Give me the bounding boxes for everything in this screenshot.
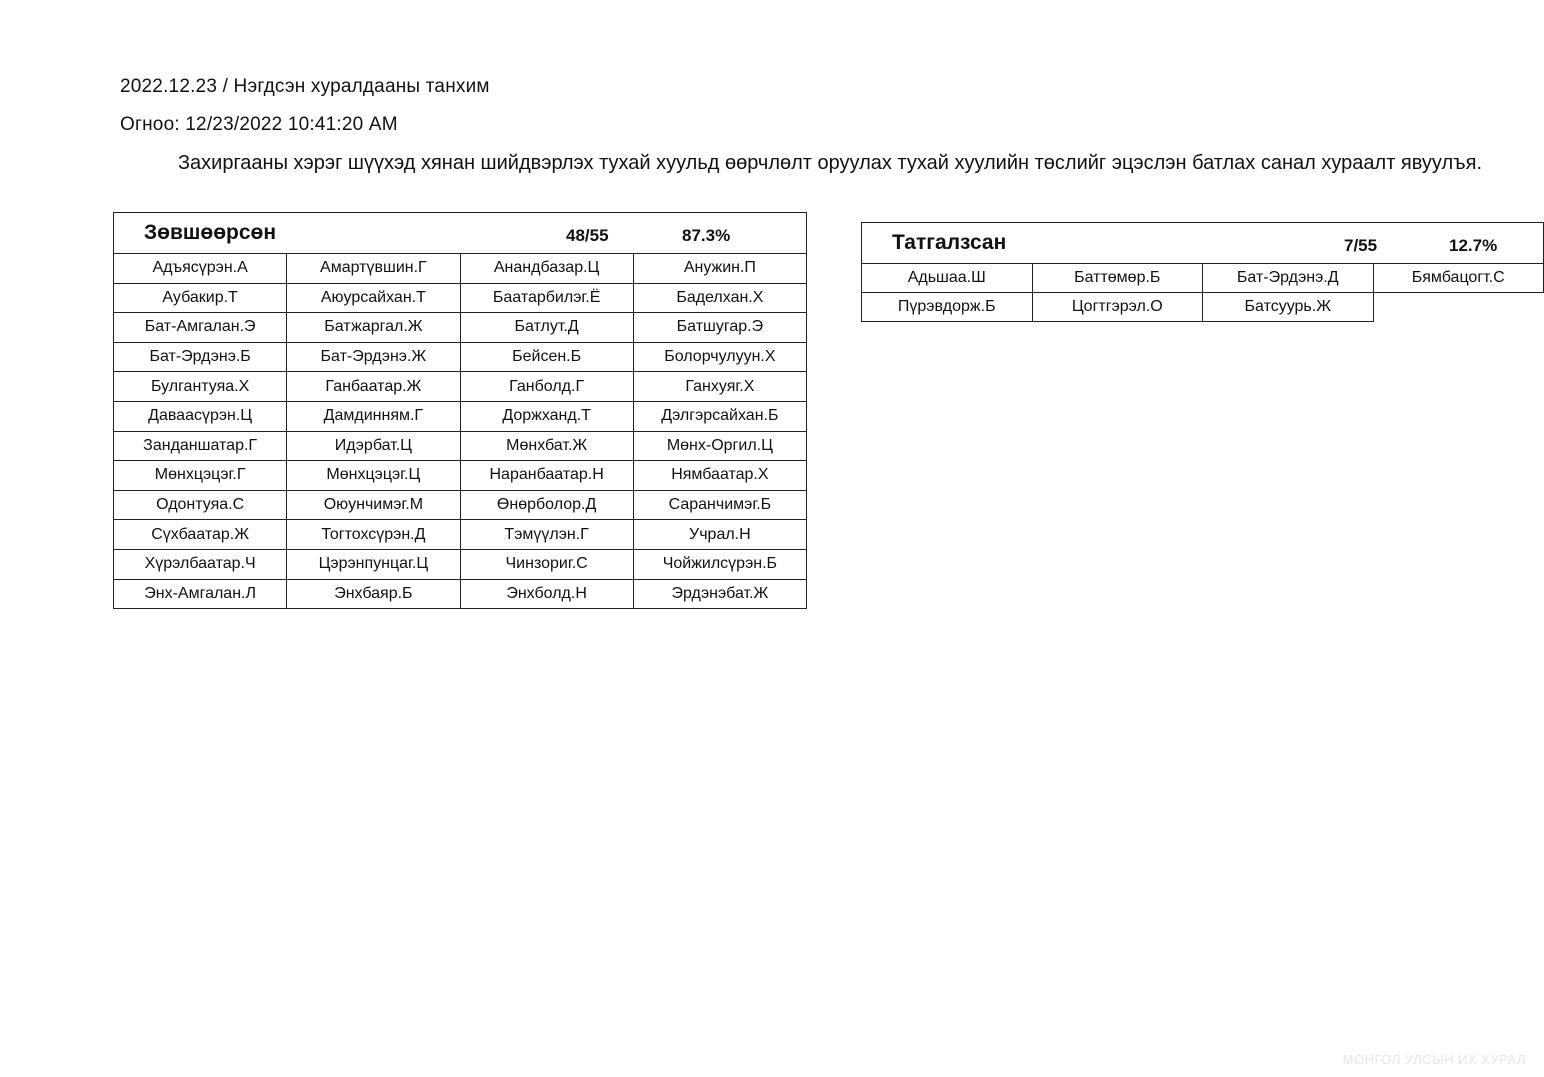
rejected-header xyxy=(862,223,1544,264)
member-name: Учрал.Н xyxy=(633,520,806,550)
table-row xyxy=(114,520,807,550)
member-name: Оюунчимэг.М xyxy=(287,490,460,520)
member-name: Батлут.Д xyxy=(460,313,633,343)
member-name: Ганхуяг.Х xyxy=(633,372,806,402)
approved-header xyxy=(114,213,807,254)
member-name: Аубакир.Т xyxy=(114,283,287,313)
rejected-percent: 12.7% xyxy=(1449,236,1498,255)
member-name: Аюурсайхан.Т xyxy=(287,283,460,313)
member-name: Баатарбилэг.Ё xyxy=(460,283,633,313)
member-name: Ганбаатар.Ж xyxy=(287,372,460,402)
member-name: Чойжилсүрэн.Б xyxy=(633,549,806,579)
table-row xyxy=(862,264,1544,293)
member-name: Батшугар.Э xyxy=(633,313,806,343)
member-name: Хүрэлбаатар.Ч xyxy=(114,549,287,579)
member-name: Анужин.П xyxy=(633,254,806,284)
member-name: Нямбаатар.Х xyxy=(633,461,806,491)
member-name: Занданшатар.Г xyxy=(114,431,287,461)
member-name: Доржханд.Т xyxy=(460,401,633,431)
table-row xyxy=(114,372,807,402)
member-name: Болорчулуун.Х xyxy=(633,342,806,372)
member-name: Дамдинням.Г xyxy=(287,401,460,431)
member-name: Бейсен.Б xyxy=(460,342,633,372)
table-row xyxy=(114,313,807,343)
member-name: Цэрэнпунцаг.Ц xyxy=(287,549,460,579)
rejected-count: 7/55 xyxy=(1344,236,1378,255)
rejected-table xyxy=(861,222,1544,322)
rejected-title: Татгалзсан xyxy=(892,231,1007,254)
member-name: Чинзориг.С xyxy=(460,549,633,579)
member-name: Баделхан.Х xyxy=(633,283,806,313)
member-name: Ганболд.Г xyxy=(460,372,633,402)
table-row xyxy=(114,283,807,313)
member-name: Бат-Эрдэнэ.Б xyxy=(114,342,287,372)
member-name: Энхбаяр.Б xyxy=(287,579,460,609)
member-name: Өнөрболор.Д xyxy=(460,490,633,520)
member-name: Тэмүүлэн.Г xyxy=(460,520,633,550)
member-name: Баттөмөр.Б xyxy=(1032,264,1203,293)
member-name: Бямбацогт.С xyxy=(1373,264,1544,293)
member-name: Идэрбат.Ц xyxy=(287,431,460,461)
member-name: Энх-Амгалан.Л xyxy=(114,579,287,609)
member-name: Даваасүрэн.Ц xyxy=(114,401,287,431)
approved-percent: 87.3% xyxy=(682,226,731,245)
table-row xyxy=(114,549,807,579)
vote-date: Огноо: 12/23/2022 10:41:20 AM xyxy=(120,114,398,135)
session-title: 2022.12.23 / Нэгдсэн хуралдааны танхим xyxy=(120,76,490,97)
empty-cell xyxy=(1373,293,1544,322)
approved-table xyxy=(113,212,807,609)
member-name: Сүхбаатар.Ж xyxy=(114,520,287,550)
table-row xyxy=(114,401,807,431)
member-name: Батжаргал.Ж xyxy=(287,313,460,343)
table-row xyxy=(114,490,807,520)
table-row xyxy=(862,293,1544,322)
member-name: Наранбаатар.Н xyxy=(460,461,633,491)
table-row xyxy=(114,461,807,491)
table-row xyxy=(114,342,807,372)
member-name: Мөнхцэцэг.Ц xyxy=(287,461,460,491)
member-name: Батсуурь.Ж xyxy=(1203,293,1374,322)
member-name: Бат-Эрдэнэ.Д xyxy=(1203,264,1374,293)
member-name: Мөнхцэцэг.Г xyxy=(114,461,287,491)
watermark: МОНГОЛ УЛСЫН ИХ ХУРАЛ xyxy=(1342,1052,1526,1067)
table-row xyxy=(114,579,807,609)
member-name: Эрдэнэбат.Ж xyxy=(633,579,806,609)
member-name: Пүрэвдорж.Б xyxy=(862,293,1033,322)
member-name: Амартүвшин.Г xyxy=(287,254,460,284)
member-name: Одонтуяа.С xyxy=(114,490,287,520)
member-name: Анандбазар.Ц xyxy=(460,254,633,284)
member-name: Мөнхбат.Ж xyxy=(460,431,633,461)
member-name: Адьшаа.Ш xyxy=(862,264,1033,293)
member-name: Мөнх-Оргил.Ц xyxy=(633,431,806,461)
member-name: Тогтохсүрэн.Д xyxy=(287,520,460,550)
member-name: Булгантуяа.Х xyxy=(114,372,287,402)
member-name: Бат-Амгалан.Э xyxy=(114,313,287,343)
table-row xyxy=(114,254,807,284)
table-row xyxy=(114,431,807,461)
member-name: Саранчимэг.Б xyxy=(633,490,806,520)
member-name: Адъясүрэн.А xyxy=(114,254,287,284)
member-name: Цогтгэрэл.О xyxy=(1032,293,1203,322)
member-name: Энхболд.Н xyxy=(460,579,633,609)
member-name: Бат-Эрдэнэ.Ж xyxy=(287,342,460,372)
approved-count: 48/55 xyxy=(566,226,609,245)
approved-title: Зөвшөөрсөн xyxy=(144,221,277,244)
member-name: Дэлгэрсайхан.Б xyxy=(633,401,806,431)
motion-text: Захиргааны хэрэг шүүхэд хянан шийдвэрлэх тухай хуульд өөрчлөлт оруулах тухай хуулийн төслийг эцэслэн батлах санал хураалт явуулъя. xyxy=(177,152,1483,174)
